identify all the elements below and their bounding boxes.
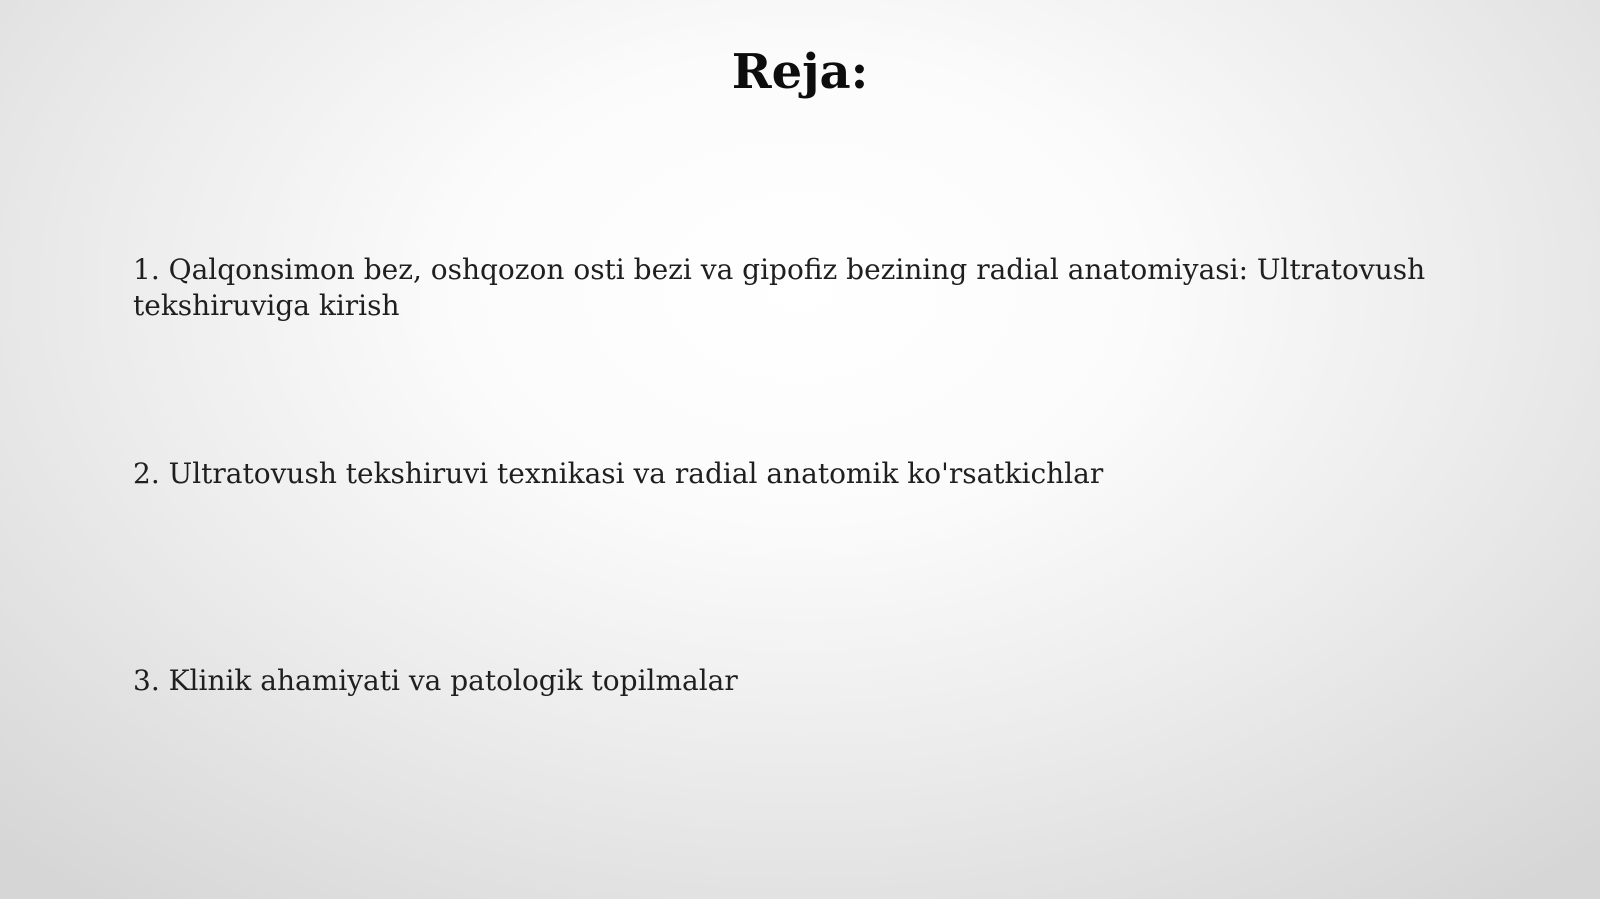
plan-item-3: 3. Klinik ahamiyati va patologik topilmalar bbox=[133, 664, 738, 697]
plan-item-1: 1. Qalqonsimon bez, oshqozon osti bezi va gipofiz bezining radial anatomiyasi: Ultratovush tekshiruviga kirish bbox=[133, 253, 1426, 322]
plan-item-2: 2. Ultratovush tekshiruvi texnikasi va radial anatomik ko'rsatkichlar bbox=[133, 457, 1104, 490]
slide-title: Reja: bbox=[731, 44, 869, 100]
